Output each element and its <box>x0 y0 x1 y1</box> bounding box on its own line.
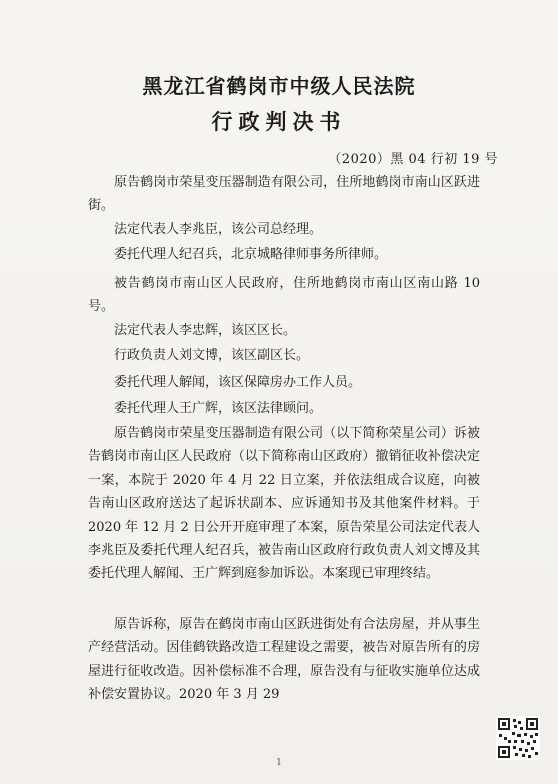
paragraph-plaintiff-agent: 委托代理人纪召兵，北京城略律师事务所律师。 <box>114 247 388 262</box>
paragraph-case-summary: 原告鹤岗市荣星变压器制造有限公司（以下简称荣星公司）诉被告鹤岗市南山区人民政府（以下简称南山区政府）撤销征收补偿决定一案，本院于 2020 年 4 月 22 日立案，并依法组成合议庭，向被告南山区政府送达了起诉状副本、应诉通知书及其他案件材料。于 2020 年 12 月 2 日公开开庭审理了本案，原告荣星公司法定代表人李兆臣及委托代理人纪召兵，被告南山区政府行政负责人刘文博及其委托代理人解闻、王广辉到庭参加诉讼。本案现已审理终结。 <box>88 426 480 582</box>
court-name: 黑龙江省鹤岗市中级人民法院 <box>142 74 416 98</box>
paragraph-defendant-executive: 行政负责人刘文博，该区副区长。 <box>114 348 310 363</box>
paragraph-plaintiff: 原告鹤岗市荣星变压器制造有限公司，住所地鹤岗市南山区跃进街。 <box>88 175 480 214</box>
paragraph-defendant: 被告鹤岗市南山区人民政府，住所地鹤岗市南山区南山路 10 号。 <box>88 276 480 315</box>
paragraph-plaintiff-claims: 原告诉称，原告在鹤岗市南山区跃进街处有合法房屋，并从事生产经营活动。因佳鹤铁路改造工程建设之需要，被告对原告所有的房屋进行征收改造。因补偿标准不合理，原告没有与征收实施单位达成补偿安置协议。2020 年 3 月 29 <box>88 617 480 703</box>
paragraph-defendant-agent-1: 委托代理人解闻，该区保障房办工作人员。 <box>114 375 362 390</box>
qr-code-icon <box>496 716 540 760</box>
paragraph-plaintiff-representative: 法定代表人李兆臣，该公司总经理。 <box>114 222 323 237</box>
paragraph-defendant-agent-2: 委托代理人王广辉，该区法律顾问。 <box>114 401 323 416</box>
case-number: （2020）黑 04 行初 19 号 <box>328 152 498 167</box>
page-number: 1 <box>276 758 282 768</box>
document-title: 行政判决书 <box>211 109 347 134</box>
paragraph-defendant-representative: 法定代表人李忠辉，该区区长。 <box>114 323 297 338</box>
